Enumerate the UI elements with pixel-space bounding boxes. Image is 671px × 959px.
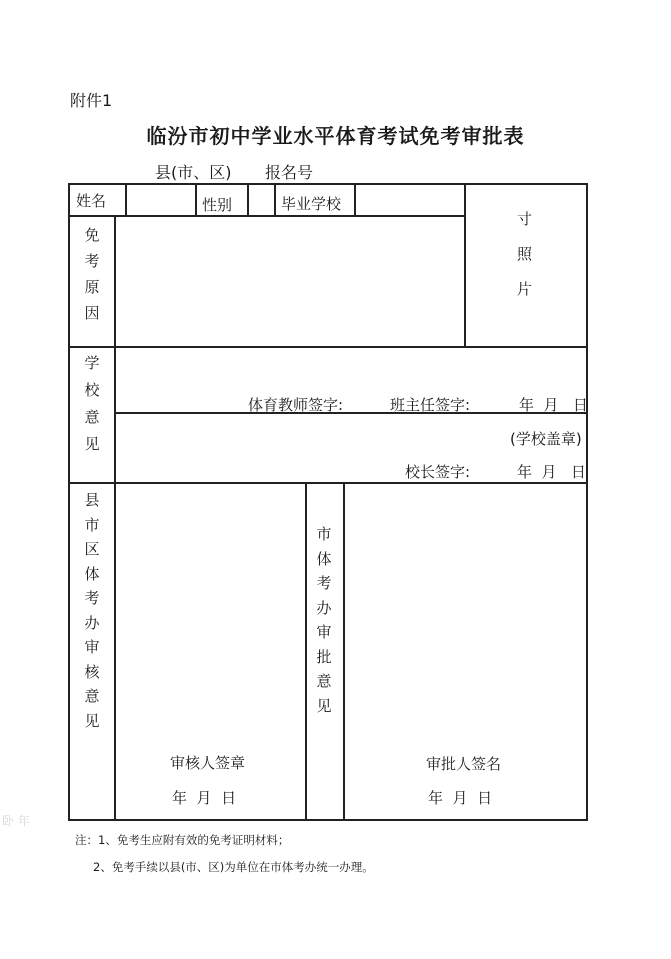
margin-mark: 卧 年 <box>2 814 30 828</box>
photo-char: 片 <box>517 280 533 298</box>
pe-teacher-signature-label: 体育教师签字: <box>248 396 344 414</box>
photo-char: 照 <box>517 245 533 263</box>
exemption-reason-field[interactable] <box>116 217 462 345</box>
school-label: 毕业学校 <box>281 195 342 213</box>
reviewer-date: 年 月 日 <box>172 789 237 807</box>
note-1: 注：1、免考生应附有效的免考证明材料； <box>75 833 290 847</box>
approver-signature-label: 审批人签名 <box>426 755 502 773</box>
attachment-label: 附件1 <box>70 91 113 110</box>
name-field[interactable] <box>127 185 194 214</box>
head-teacher-signature-label: 班主任签字: <box>390 396 471 414</box>
photo-divider <box>464 183 466 347</box>
school-field[interactable] <box>356 185 463 214</box>
county-label: 县(市、区) <box>155 163 232 182</box>
reviewer-signature-label: 审核人签章 <box>170 754 246 772</box>
name-label: 姓名 <box>76 192 107 210</box>
note-2: 2、免考手续以县(市、区)为单位在市体考办统一办理。 <box>93 860 374 874</box>
exemption-reason-label: 免 考 原 因 <box>84 226 100 322</box>
principal-date: 年 月 日 <box>517 463 586 481</box>
city-approval-label: 市 体 考 办 审 批 意 见 <box>316 525 332 715</box>
table-border-bottom <box>68 819 588 821</box>
gender-field[interactable] <box>249 185 273 214</box>
table-border-left <box>68 183 70 820</box>
school-seal-label: (学校盖章) <box>510 430 582 448</box>
school-opinion-label: 学 校 意 见 <box>84 354 100 453</box>
table-border-right <box>586 183 588 820</box>
county-review-label: 县 市 区 体 考 办 审 核 意 见 <box>84 491 100 730</box>
approver-date: 年 月 日 <box>428 789 493 807</box>
principal-signature-label: 校长签字: <box>405 463 471 481</box>
registration-number-label: 报名号 <box>265 163 314 182</box>
school-opinion-date: 年 月 日 <box>519 396 588 414</box>
photo-char: 寸 <box>517 210 533 228</box>
gender-label: 性别 <box>202 196 233 214</box>
page-title: 临汾市初中学业水平体育考试免考审批表 <box>146 124 525 148</box>
